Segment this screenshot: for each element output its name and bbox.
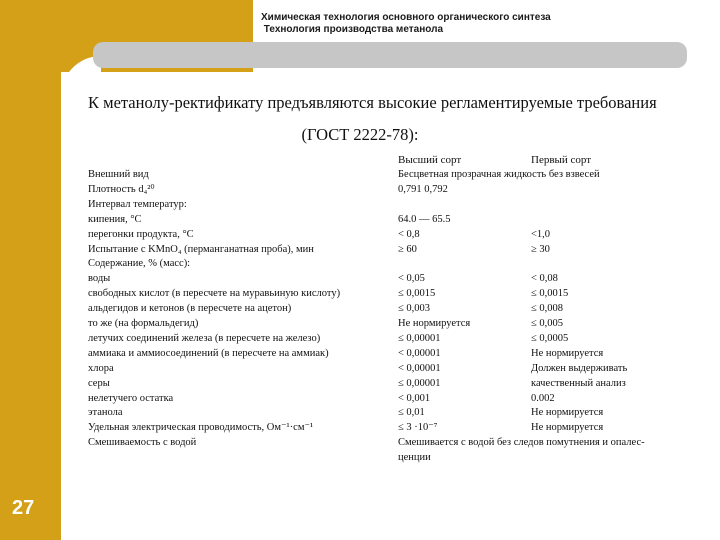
slide-number: 27 (12, 497, 35, 519)
row-first-value: качественный анализ (531, 377, 626, 389)
table-row (88, 451, 688, 465)
row-premium-value: < 0,00001 (398, 362, 441, 374)
table-row (88, 377, 688, 391)
row-first-value: Должен выдерживать (531, 362, 628, 374)
slide-subtitle: (ГОСТ 2222-78): (301, 125, 419, 144)
row-label: Удельная электрическая проводимость, Ом⁻¹·см⁻¹ (88, 422, 314, 434)
row-label: серы (88, 377, 110, 389)
row-first-value: <1,0 (531, 228, 551, 240)
row-premium-value: ≥ 60 (398, 243, 417, 255)
row-first-value: Не нормируется (531, 407, 604, 419)
column-header-premium: Высший сорт (398, 154, 462, 166)
row-label: перегонки продукта, °С (88, 228, 194, 240)
row-label: Смешиваемость с водой (88, 437, 197, 449)
row-premium-value: Бесцветная прозрачная жидкость без взвесей (398, 169, 600, 180)
row-premium-value: ценции (398, 452, 431, 464)
row-label: Плотность d₄²⁰ (88, 183, 155, 195)
table-row (88, 406, 688, 420)
row-label: этанола (88, 407, 123, 419)
table-row (88, 302, 688, 316)
row-label: нелетучего остатка (88, 392, 174, 404)
row-label: Содержание, % (масс): (88, 258, 191, 270)
row-label: кипения, °С (88, 213, 142, 225)
table-row (88, 243, 688, 257)
table-row (88, 317, 688, 331)
table-row (88, 392, 688, 406)
row-premium-value: Смешивается с водой без следов помутнения и опалес- (398, 437, 645, 449)
row-first-value: Не нормируется (531, 347, 604, 359)
row-label: летучих соединений железа (в пересчете на железо) (88, 332, 321, 344)
row-premium-value: ≤ 0,0015 (398, 288, 436, 300)
row-premium-value: 0,791 0,792 (398, 183, 448, 195)
left-accent-bar (0, 0, 61, 540)
row-label: аммиака и аммиосоединений (в пересчете на аммиак) (88, 347, 329, 359)
row-first-value: ≤ 0,005 (531, 318, 564, 329)
row-label: Испытание с KMnO₄ (перманганатная проба), мин (88, 243, 314, 255)
slide-title: К метанолу-ректификату предъявляются высокие регламентируемые требования (88, 93, 657, 112)
table-row (88, 421, 688, 435)
row-premium-value: < 0,8 (398, 228, 420, 240)
row-premium-value: < 0,001 (398, 392, 431, 404)
row-premium-value: ≤ 0,003 (398, 303, 431, 315)
table-row (88, 287, 688, 301)
table-row (88, 332, 688, 346)
header-line-1: Химическая технология основного органического синтеза (261, 12, 551, 23)
row-premium-value: Не нормируется (398, 318, 471, 329)
table-row (88, 183, 688, 197)
table-row (88, 272, 688, 286)
header (261, 12, 551, 36)
table-row (88, 228, 688, 242)
row-first-value: ≤ 0,0005 (531, 332, 569, 344)
header-divider-bar (93, 42, 687, 68)
row-first-value: ≤ 0,0015 (531, 288, 569, 300)
row-premium-value: < 0,05 (398, 273, 425, 285)
row-label: альдегидов и кетонов (в пересчете на ацетон) (88, 303, 292, 315)
row-premium-value: ≤ 0,00001 (398, 332, 441, 344)
row-label: то же (на формальдегид) (88, 318, 199, 329)
table-row (88, 436, 688, 450)
row-first-value: 0.002 (531, 392, 555, 404)
header-line-2: Технология производства метанола (261, 24, 444, 35)
table-row (88, 347, 688, 361)
column-header-first: Первый сорт (531, 154, 592, 166)
row-label: хлора (88, 362, 114, 374)
row-label: Интервал температур: (88, 198, 187, 210)
row-premium-value: ≤ 0,01 (398, 407, 425, 419)
table-row (88, 213, 688, 227)
row-label: воды (88, 273, 111, 285)
row-first-value: < 0,08 (531, 273, 558, 285)
table-row (88, 362, 688, 376)
row-premium-value: 64.0 — 65.5 (398, 213, 451, 225)
row-premium-value: ≤ 3 ·10⁻⁷ (398, 422, 438, 434)
table-row (88, 168, 688, 182)
table-row (88, 257, 688, 271)
row-first-value: ≥ 30 (531, 243, 550, 255)
row-label: Внешний вид (88, 169, 149, 180)
row-premium-value: < 0,00001 (398, 347, 441, 359)
row-first-value: Не нормируется (531, 422, 604, 434)
table-row (88, 198, 688, 212)
row-premium-value: ≤ 0,00001 (398, 377, 441, 389)
row-first-value: ≤ 0,008 (531, 303, 564, 315)
row-label: свободных кислот (в пересчете на муравьиную кислоту) (88, 288, 341, 300)
